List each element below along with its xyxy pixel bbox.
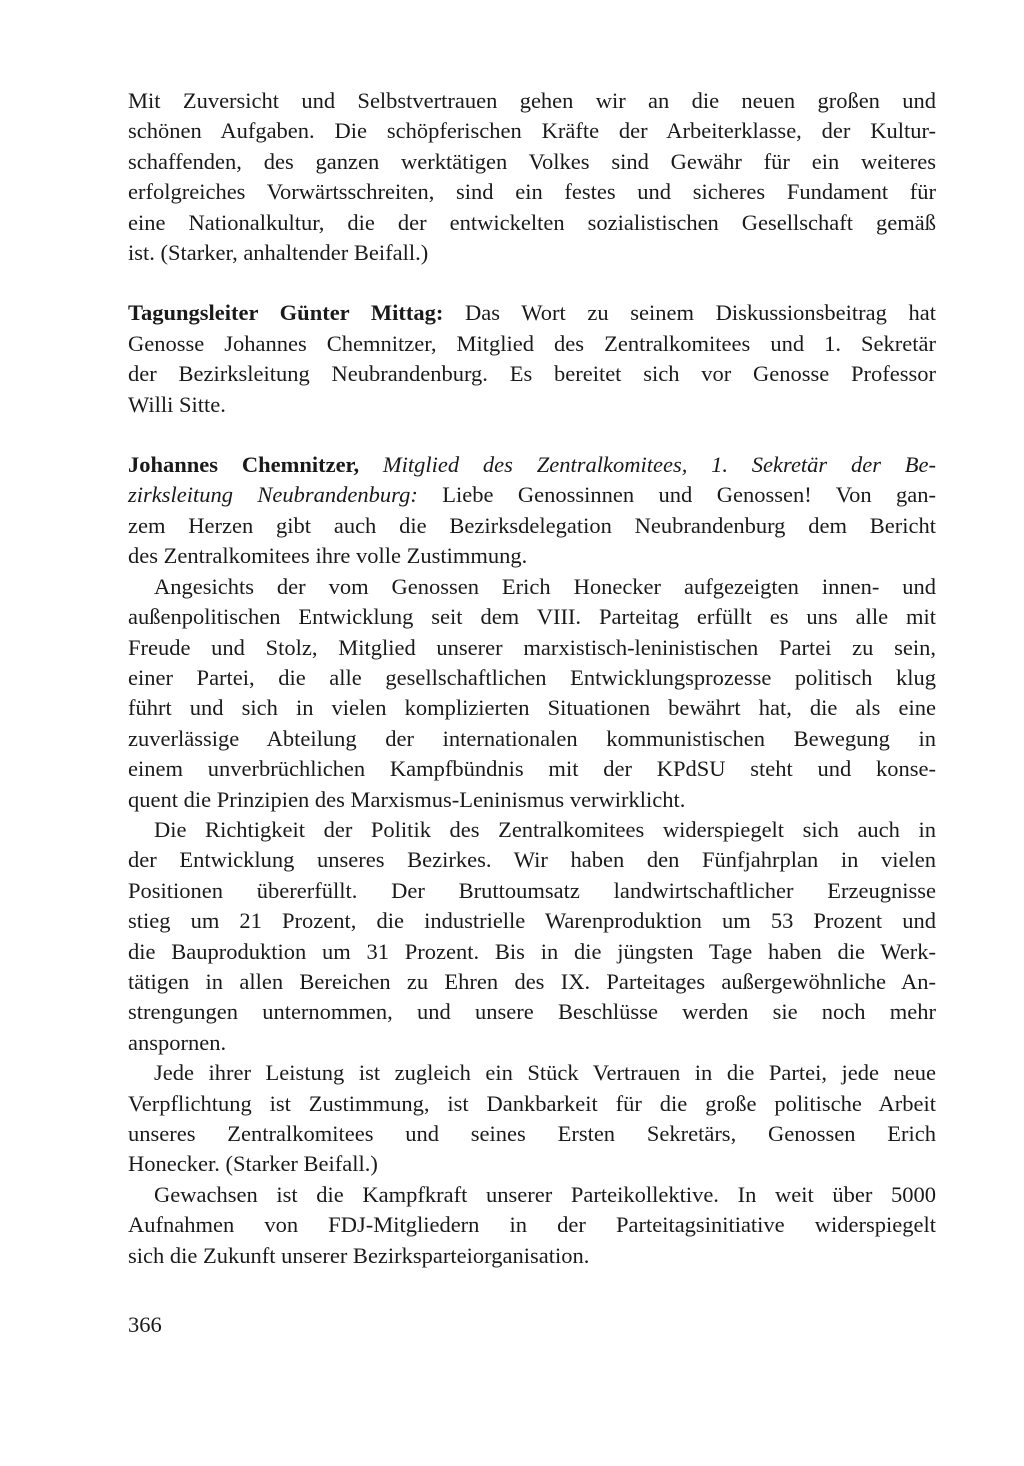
text-line: Verpflichtung ist Zustimmung, ist Dankbarkeit für die große politische Arbeit: [128, 1090, 936, 1116]
speaker-name: Johannes Chemnitzer,: [128, 452, 360, 478]
text-line: Positionen übererfüllt. Der Bruttoumsatz landwirtschaftlicher Erzeugnisse: [128, 877, 936, 903]
text-run: Liebe Genossinnen und Genossen! Von gan-: [417, 482, 936, 508]
text-line: Die Richtigkeit der Politik des Zentralkomitees widerspiegelt sich auch in: [154, 816, 936, 842]
text-line: der Bezirksleitung Neubrandenburg. Es bereitet sich vor Genosse Professor: [128, 361, 936, 387]
text-line: Genosse Johannes Chemnitzer, Mitglied des Zentralkomitees und 1. Sekretär: [128, 330, 936, 356]
text-line: zem Herzen gibt auch die Bezirksdelegation Neubrandenburg dem Bericht: [128, 512, 936, 538]
text-line: ist. (Starker, anhaltender Beifall.): [128, 240, 429, 266]
paragraph-chair-announcement: [128, 298, 936, 420]
speaker-role: Mitglied des Zentralkomitees, 1. Sekretär der Be-: [359, 452, 936, 478]
paragraph-party-strength: [128, 1180, 936, 1271]
text-line: Angesichts der vom Genossen Erich Honecker aufgezeigten innen- und: [154, 573, 936, 599]
text-line: anspornen.: [128, 1029, 227, 1055]
text-line: schaffenden, des ganzen werktätigen Volkes sind Gewähr für ein weiteres: [128, 148, 936, 174]
text-line: einem unverbrüchlichen Kampfbündnis mit der KPdSU steht und konse-: [128, 756, 936, 782]
text-line: außenpolitischen Entwicklung seit dem VIII. Parteitag erfüllt es uns alle mit: [128, 604, 936, 630]
paragraph-speaker-intro: [128, 450, 936, 572]
paragraph-gap: [128, 268, 936, 298]
text-line: zuverlässige Abteilung der internationalen kommunistischen Bewegung in: [128, 725, 936, 751]
text-run: Das Wort zu seinem Diskussionsbeitrag hat: [443, 300, 937, 326]
speaker-role: zirksleitung Neubrandenburg:: [128, 482, 418, 508]
text-line: unseres Zentralkomitees und seines Ersten Sekretärs, Genossen Erich: [128, 1121, 936, 1146]
text-line: sich die Zukunft unserer Bezirksparteiorganisation.: [128, 1242, 590, 1268]
text-line: [128, 480, 936, 510]
page-number: 366: [128, 1312, 162, 1337]
text-line: schönen Aufgaben. Die schöpferischen Kräfte der Arbeiterklasse, der Kultur-: [128, 118, 936, 144]
text-line: einer Partei, die alle gesellschaftlichen Entwicklungsprozesse politisch klug: [128, 664, 936, 690]
paragraph-district-results: [128, 815, 936, 1058]
text-line: Willi Sitte.: [128, 391, 226, 417]
text-line: des Zentralkomitees ihre volle Zustimmung.: [128, 543, 528, 569]
paragraph-closing-remarks: [128, 86, 936, 268]
text-line: [128, 450, 936, 480]
paragraph-gap: [128, 420, 936, 450]
text-line: Honecker. (Starker Beifall.): [128, 1151, 378, 1177]
body-text: [128, 86, 936, 1271]
text-line: Jede ihrer Leistung ist zugleich ein Stück Vertrauen in die Partei, jede neue: [154, 1060, 936, 1086]
text-line: [128, 298, 936, 328]
text-line: Gewachsen ist die Kampfkraft unserer Parteikollektive. In weit über 5000: [154, 1181, 936, 1207]
speaker-name: Tagungsleiter Günter Mittag:: [128, 300, 444, 326]
text-line: der Entwicklung unseres Bezirkes. Wir haben den Fünfjahrplan in vielen: [128, 847, 936, 873]
text-line: führt und sich in vielen komplizierten Situationen bewährt hat, die als eine: [128, 695, 936, 721]
text-line: Mit Zuversicht und Selbstvertrauen gehen wir an die neuen großen und: [128, 88, 936, 113]
text-line: erfolgreiches Vorwärtsschreiten, sind ein festes und sicheres Fundament für: [128, 179, 936, 205]
text-line: Freude und Stolz, Mitglied unserer marxistisch-leninistischen Partei zu sein,: [128, 634, 936, 660]
paragraph-trust: [128, 1058, 936, 1180]
text-line: strengungen unternommen, und unsere Beschlüsse werden sie noch mehr: [128, 999, 936, 1025]
text-line: tätigen in allen Bereichen zu Ehren des IX. Parteitages außergewöhnliche An-: [128, 968, 936, 994]
text-line: quent die Prinzipien des Marxismus-Leninismus verwirklicht.: [128, 786, 686, 812]
text-line: stieg um 21 Prozent, die industrielle Warenproduktion um 53 Prozent und: [128, 908, 936, 934]
text-line: Aufnahmen von FDJ-Mitgliedern in der Parteitagsinitiative widerspiegelt: [128, 1212, 936, 1238]
paragraph-party-development: [128, 572, 936, 815]
text-line: eine Nationalkultur, die der entwickelten sozialistischen Gesellschaft gemäß: [128, 209, 936, 235]
text-line: die Bauproduktion um 31 Prozent. Bis in die jüngsten Tage haben die Werk-: [128, 938, 936, 964]
